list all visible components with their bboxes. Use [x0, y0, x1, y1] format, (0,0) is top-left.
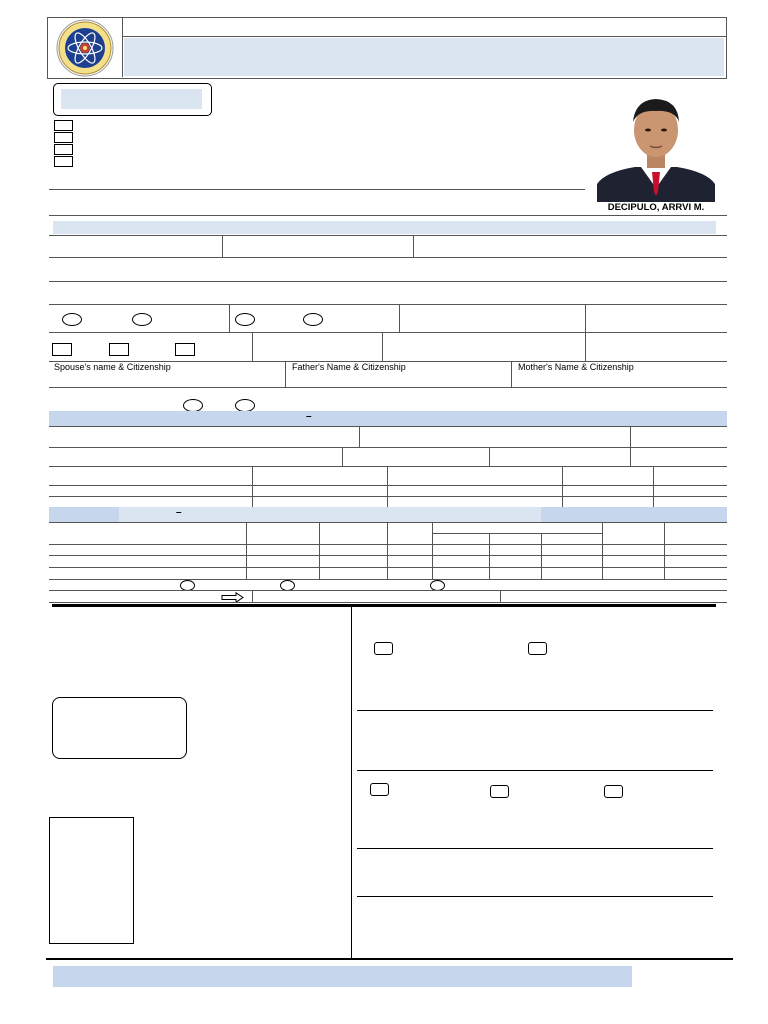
- footer-top-rule: [46, 958, 733, 960]
- row-line: [49, 281, 727, 282]
- row-line: [49, 304, 727, 305]
- header-title-band: [124, 38, 724, 76]
- section-dash: –: [176, 507, 182, 518]
- application-no-field[interactable]: [61, 89, 202, 109]
- status-radio-2[interactable]: [303, 313, 323, 326]
- father-label: Father's Name & Citizenship: [292, 362, 406, 372]
- header-bottom-line: [49, 215, 727, 216]
- row-line: [49, 555, 727, 556]
- first-name-field[interactable]: [223, 236, 412, 256]
- col-line: [653, 466, 654, 507]
- application-type-checkbox-2[interactable]: [54, 132, 73, 143]
- education-band: [49, 411, 727, 426]
- row-line: [49, 387, 727, 388]
- col-line: [562, 466, 563, 507]
- col-line: [246, 522, 247, 579]
- row-line: [49, 447, 727, 448]
- last-name-field[interactable]: [49, 236, 221, 256]
- exam-band-left: [49, 507, 119, 522]
- option-checkbox-e[interactable]: [604, 785, 623, 798]
- section-dash: –: [306, 411, 312, 422]
- col-line: [342, 447, 343, 466]
- col-line: [387, 522, 388, 579]
- option-checkbox-c[interactable]: [370, 783, 389, 796]
- col-line: [252, 590, 253, 602]
- col-line: [585, 304, 586, 332]
- col-line: [432, 522, 433, 579]
- row-line: [49, 579, 727, 580]
- signature-line-1: [357, 710, 713, 711]
- header-title-line: [122, 36, 726, 37]
- status-radio-1[interactable]: [235, 313, 255, 326]
- col-line: [511, 361, 512, 387]
- lower-section-top-rule: [52, 604, 716, 607]
- col-line: [489, 533, 490, 579]
- col-line: [387, 466, 388, 507]
- col-line: [602, 522, 603, 579]
- exam-band-right: [541, 507, 727, 522]
- col-line: [541, 533, 542, 579]
- address-field[interactable]: [49, 258, 727, 280]
- col-line: [382, 332, 383, 361]
- signature-box[interactable]: [49, 817, 134, 944]
- sex-radio-male[interactable]: [62, 313, 82, 326]
- row-line: [49, 544, 727, 545]
- applicant-photo: [597, 88, 715, 202]
- row-line: [432, 533, 602, 534]
- option-checkbox-b[interactable]: [528, 642, 547, 655]
- row-line: [49, 602, 727, 603]
- col-line: [630, 426, 631, 466]
- application-type-checkbox-4[interactable]: [54, 156, 73, 167]
- exam-band-mid: [119, 507, 541, 522]
- official-seal-icon: [52, 19, 118, 77]
- row-line: [49, 466, 727, 467]
- mother-label: Mother's Name & Citizenship: [518, 362, 634, 372]
- row-line: [49, 567, 727, 568]
- col-line: [229, 304, 230, 332]
- col-line: [500, 590, 501, 602]
- photo-caption: DECIPULO, ARRVI M.: [607, 202, 705, 213]
- spouse-label: Spouse's name & Citizenship: [54, 362, 171, 372]
- footer-band: [53, 966, 632, 987]
- row-line: [49, 590, 727, 591]
- col-line: [489, 447, 490, 466]
- signature-line-3: [357, 848, 713, 849]
- civil-status-checkbox-3[interactable]: [175, 343, 195, 356]
- option-checkbox-a[interactable]: [374, 642, 393, 655]
- option-checkbox-d[interactable]: [490, 785, 509, 798]
- col-line: [399, 304, 400, 332]
- signature-line-2: [357, 770, 713, 771]
- header-divider: [122, 17, 123, 77]
- col-line: [252, 466, 253, 507]
- civil-status-checkbox-2[interactable]: [109, 343, 129, 356]
- sex-radio-female[interactable]: [132, 313, 152, 326]
- middle-name-field[interactable]: [414, 236, 726, 256]
- civil-status-checkbox-1[interactable]: [52, 343, 72, 356]
- col-line: [359, 426, 360, 447]
- application-type-checkbox-1[interactable]: [54, 120, 73, 131]
- row-line: [49, 522, 727, 523]
- row-line: [49, 426, 727, 427]
- row-line: [49, 496, 727, 497]
- arrow-right-icon: [221, 590, 245, 601]
- application-type-checkbox-3[interactable]: [54, 144, 73, 155]
- row-line: [49, 332, 727, 333]
- lower-section-divider: [351, 607, 352, 959]
- thumbmark-box[interactable]: [52, 697, 187, 759]
- col-line: [285, 361, 286, 387]
- personal-info-band: [53, 221, 716, 234]
- row-line: [49, 485, 727, 486]
- col-line: [585, 332, 586, 361]
- col-line: [664, 522, 665, 579]
- signature-line: [49, 189, 585, 190]
- col-line: [319, 522, 320, 579]
- col-line: [252, 332, 253, 361]
- signature-line-4: [357, 896, 713, 897]
